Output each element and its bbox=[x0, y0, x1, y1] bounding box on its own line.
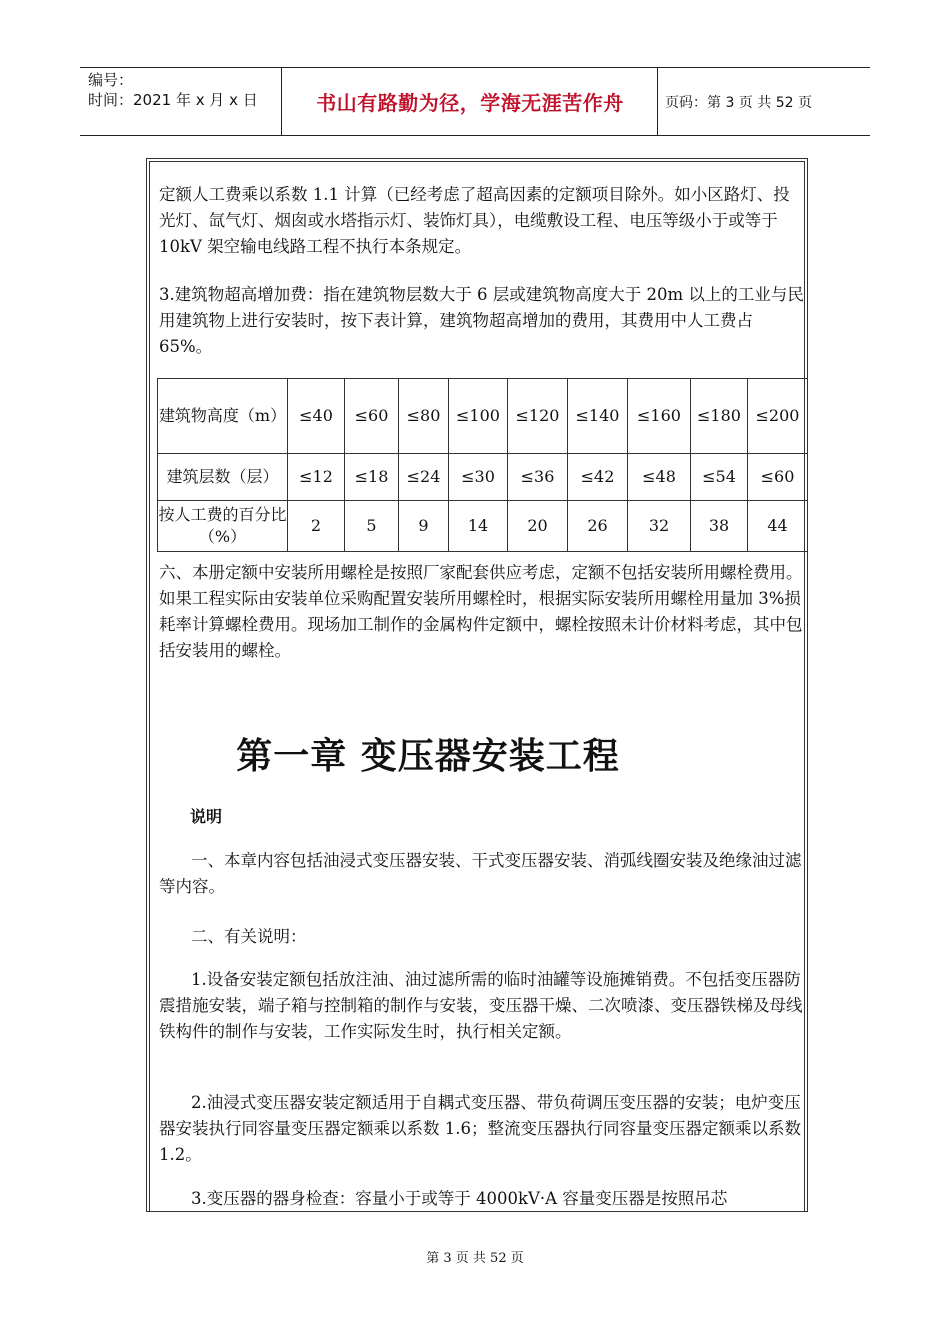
table-cell: 14 bbox=[449, 501, 508, 552]
table-cell: 38 bbox=[691, 501, 748, 552]
paragraph-4: 一、本章内容包括油浸式变压器安装、干式变压器安装、消弧线圈安装及绝缘油过滤等内容。 bbox=[159, 851, 802, 896]
table-cell: ≤18 bbox=[345, 454, 399, 501]
row-header-floors: 建筑层数（层） bbox=[158, 454, 288, 501]
row-header-height: 建筑物高度（m） bbox=[158, 379, 288, 454]
table-cell: ≤200 bbox=[748, 379, 808, 454]
header-motto: 书山有路勤为径，学海无涯苦作舟 bbox=[316, 91, 624, 115]
table-cell: 2 bbox=[288, 501, 345, 552]
header-number: 编号： bbox=[88, 71, 134, 89]
table-cell: ≤12 bbox=[288, 454, 345, 501]
table-cell: ≤60 bbox=[748, 454, 808, 501]
table-cell: 44 bbox=[748, 501, 808, 552]
table-cell: ≤30 bbox=[449, 454, 508, 501]
table-cell: ≤40 bbox=[288, 379, 345, 454]
paragraph-2: 3.建筑物超高增加费：指在建筑物层数大于 6 层或建筑物高度大于 20m 以上的工业与民用建筑物上进行安装时，按下表计算，建筑物超高增加的费用，其费用中人工费占 65%。 bbox=[159, 285, 804, 356]
page-footer: 第 3 页 共 52 页 bbox=[426, 1251, 524, 1266]
header-divider-right bbox=[657, 67, 658, 136]
table-cell: ≤100 bbox=[449, 379, 508, 454]
paragraph-8: 3.变压器的器身检查：容量小于或等于 4000kV·A 容量变压器是按照吊芯 bbox=[191, 1189, 728, 1208]
table-row-percentage bbox=[158, 501, 808, 552]
table-cell: 26 bbox=[568, 501, 628, 552]
header-divider-left bbox=[281, 67, 282, 136]
table-cell: 9 bbox=[399, 501, 449, 552]
paragraph-6: 1.设备安装定额包括放注油、油过滤所需的临时油罐等设施摊销费。不包括变压器防震措施安装，端子箱与控制箱的制作与安装，变压器干燥、二次喷漆、变压器铁梯及母线铁构件的制作与安装，工作实际发生时，执行相关定额。 bbox=[159, 970, 803, 1041]
paragraph-7: 2.油浸式变压器安装定额适用于自耦式变压器、带负荷调压变压器的安装；电炉变压器安装执行同容量变压器定额乘以系数 1.6；整流变压器执行同容量变压器定额乘以系数 1.2。 bbox=[159, 1093, 801, 1164]
header-date: 时间：2021 年 x 月 x 日 bbox=[88, 91, 258, 109]
table-row-height bbox=[158, 379, 808, 454]
table-cell: ≤60 bbox=[345, 379, 399, 454]
table-cell: ≤36 bbox=[508, 454, 568, 501]
chapter-title: 第一章 变压器安装工程 bbox=[236, 736, 620, 777]
table-cell: ≤120 bbox=[508, 379, 568, 454]
table-cell: ≤24 bbox=[399, 454, 449, 501]
table-cell: ≤54 bbox=[691, 454, 748, 501]
table-row-floors bbox=[158, 454, 808, 501]
table-cell: ≤180 bbox=[691, 379, 748, 454]
table-cell: ≤80 bbox=[399, 379, 449, 454]
table-cell: 32 bbox=[628, 501, 691, 552]
table-cell: ≤48 bbox=[628, 454, 691, 501]
table-cell: ≤42 bbox=[568, 454, 628, 501]
header-meta bbox=[88, 70, 258, 110]
paragraph-5: 二、有关说明： bbox=[191, 927, 307, 946]
header-page-info: 页码：第 3 页 共 52 页 bbox=[665, 94, 812, 111]
paragraph-1: 定额人工费乘以系数 1.1 计算（已经考虑了超高因素的定额项目除外。如小区路灯、投光灯、氙气灯、烟囱或水塔指示灯、装饰灯具），电缆敷设工程、电压等级小于或等于 10kV 架空输电线路工程不执行本条规定。 bbox=[159, 185, 790, 256]
table-cell: ≤140 bbox=[568, 379, 628, 454]
table-cell: 5 bbox=[345, 501, 399, 552]
paragraph-3: 六、本册定额中安装所用螺栓是按照厂家配套供应考虑，定额不包括安装所用螺栓费用。如果工程实际由安装单位采购配置安装所用螺栓时，根据实际安装所用螺栓用量加 3%损耗率计算螺栓费用。现场加工制作的金属构件定额中，螺栓按照未计价材料考虑，其中包括安装用的螺栓。 bbox=[159, 563, 803, 660]
table-cell: 20 bbox=[508, 501, 568, 552]
row-header-percentage: 按人工费的百分比（%） bbox=[158, 501, 288, 552]
table-cell: ≤160 bbox=[628, 379, 691, 454]
section-subtitle: 说明 bbox=[190, 807, 223, 826]
height-surcharge-table bbox=[157, 378, 808, 552]
